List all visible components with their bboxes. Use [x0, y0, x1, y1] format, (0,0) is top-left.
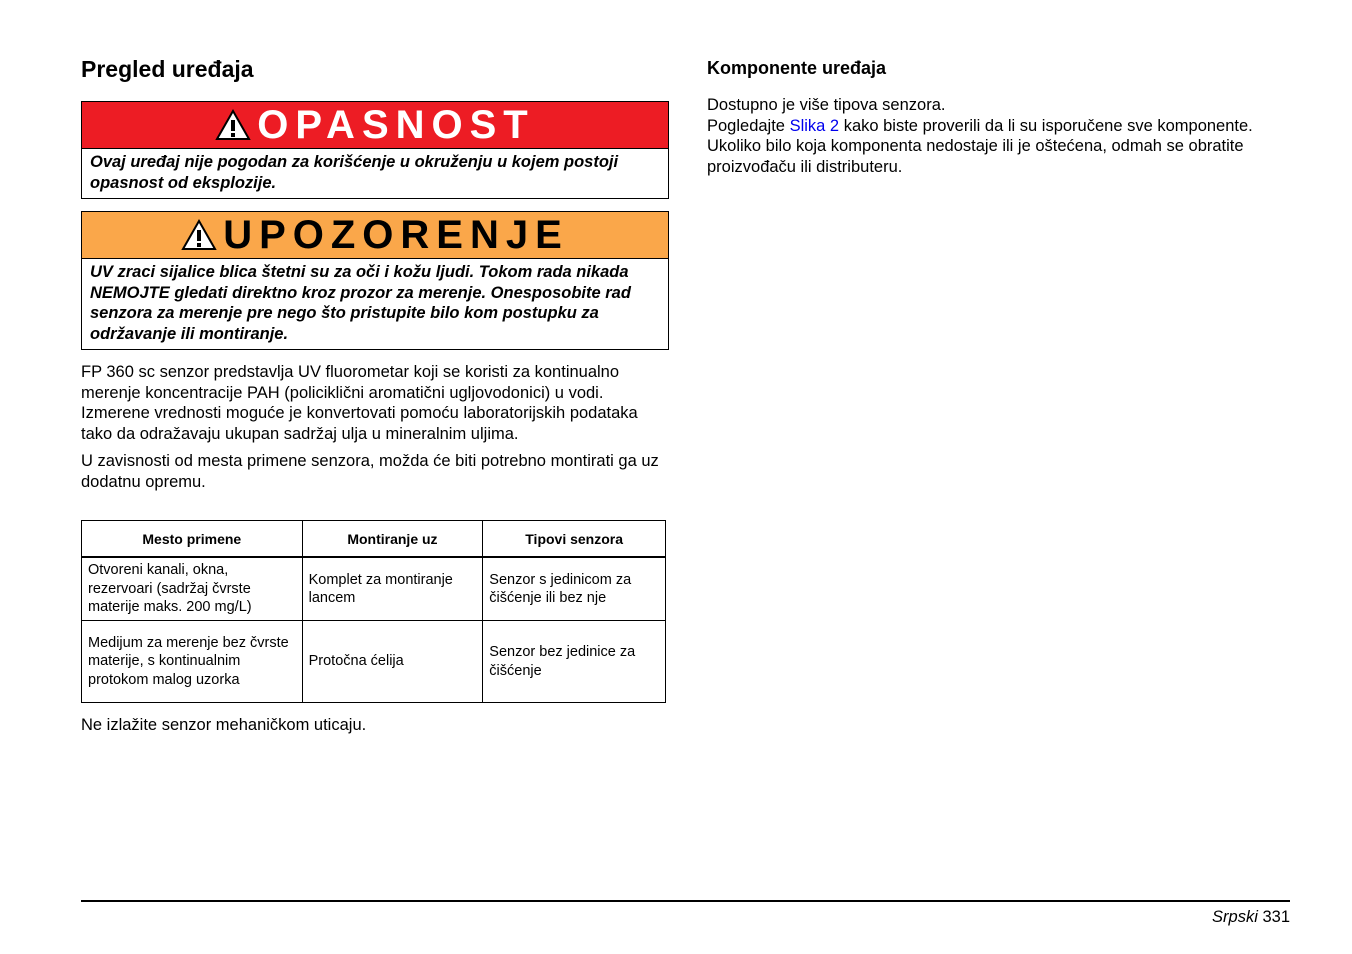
danger-box [81, 101, 669, 199]
figure-2-link[interactable]: Slika 2 [789, 116, 840, 135]
danger-header [82, 102, 668, 149]
page-number: 331 [1262, 908, 1290, 926]
section-heading: Pregled uređaja [81, 56, 254, 82]
left-column [81, 54, 669, 743]
danger-signal-word: OPASNOST [257, 103, 535, 147]
warning-text: UV zraci sijalice blica štetni su za oči i kožu ljudi. Tokom rada nikada NEMOJTE gledati direktno kroz prozor za merenje. Onesposobite rad senzora za merenje pre nego što pristupite bilo kom postupku za održavanje ili montiranje. [90, 263, 631, 343]
table-cell: Otvoreni kanali, okna, rezervoari (sadržaj čvrste materije maks. 200 mg/L) [82, 557, 303, 621]
footer-rule [81, 900, 1290, 902]
table-cell: Senzor bez jedinice za čišćenje [483, 621, 666, 703]
column-header: Montiranje uz [302, 521, 483, 558]
table-cell: Medijum za merenje bez čvrste materije, s kontinualnim protokom malog uzorka [82, 621, 303, 703]
warning-triangle-icon [215, 109, 251, 141]
page-footer [1212, 907, 1290, 927]
danger-text: Ovaj uređaj nije pogodan za korišćenje u okruženju u kojem postoji opasnost od eksplozije. [90, 153, 619, 192]
table-row [82, 621, 666, 703]
warning-header [82, 212, 668, 259]
table-cell: Senzor s jedinicom za čišćenje ili bez nje [483, 557, 666, 621]
caution-paragraph: Ne izlažite senzor mehaničkom uticaju. [81, 716, 367, 734]
components-line-1: Dostupno je više tipova senzora. [707, 96, 946, 114]
warning-signal-word: UPOZORENJE [223, 213, 569, 257]
footer-language: Srpski [1212, 908, 1258, 926]
table-cell: Protočna ćelija [302, 621, 483, 703]
table-cell: Komplet za montiranje lancem [302, 557, 483, 621]
mounting-paragraph: U zavisnosti od mesta primene senzora, možda će biti potrebno montirati ga uz dodatnu opremu. [81, 452, 659, 491]
column-header: Tipovi senzora [483, 521, 666, 558]
components-text-after-link: kako biste proverili da li su isporučene sve komponente. Ukoliko bilo koja komponenta nedostaje ili je oštećena, odmah se obratite proizvođaču ili distributeru. [707, 116, 1253, 176]
right-column [707, 56, 1267, 184]
table-header-row [82, 521, 666, 558]
column-header: Mesto primene [82, 521, 303, 558]
components-paragraph [707, 95, 1267, 177]
description-paragraph: FP 360 sc senzor predstavlja UV fluorometar koji se koristi za kontinualno merenje koncentracije PAH (policiklični aromatični ugljovodonici) u vodi. Izmerene vrednosti moguće je konvertovati pomoću laboratorijskih podataka tako da odražavaju ukupan sadržaj ulja u mineralnim uljima. [81, 363, 638, 443]
components-text-before-link: Pogledajte [707, 116, 790, 135]
warning-triangle-icon [181, 219, 217, 251]
mounting-options-table [81, 520, 666, 703]
subsection-heading: Komponente uređaja [707, 58, 887, 78]
table-row [82, 557, 666, 621]
warning-box [81, 211, 669, 350]
